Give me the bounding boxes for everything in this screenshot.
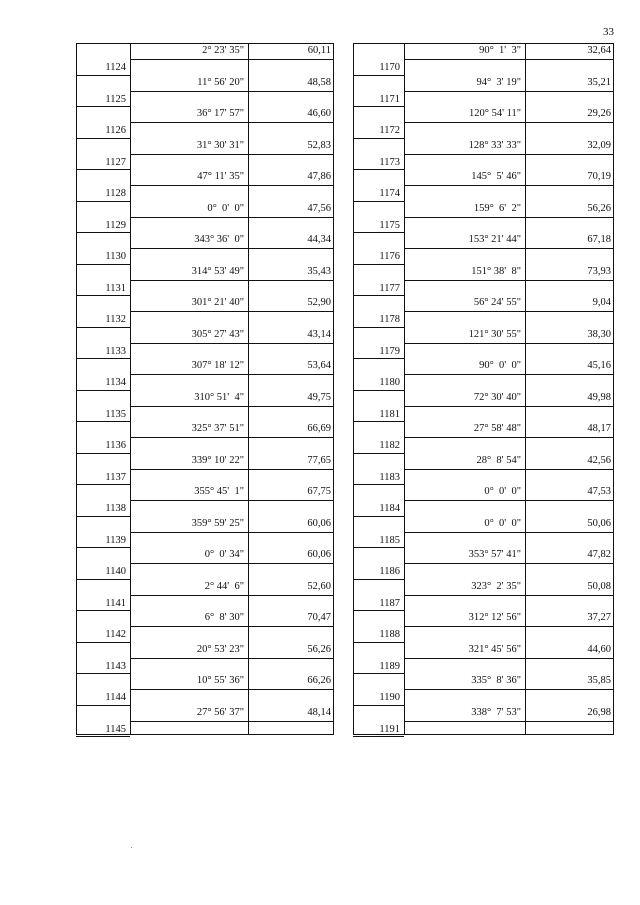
row-divider-upper [130,689,334,690]
row-divider-upper [404,154,614,155]
row-divider-upper [130,626,334,627]
distance-cell: 48,58 [307,76,331,88]
row-divider-upper [404,122,614,123]
point-number-cell: 1137 [105,471,126,483]
angle-cell: 151° 38' 8" [471,265,521,277]
distance-cell: 60,06 [307,517,331,529]
row-divider-lower [76,705,130,706]
point-number-cell: 1188 [379,629,400,640]
angle-cell: 0° 0' 0" [484,486,521,497]
distance-cell: 70,47 [307,612,331,623]
row-divider-lower [76,547,130,548]
row-divider-lower [353,484,404,485]
point-number-cell: 1140 [105,566,126,577]
distance-cell: 56,26 [307,643,331,655]
angle-cell: 0° 0' 0" [484,517,521,529]
row-divider-upper [404,721,614,722]
distance-cell: 32,64 [587,45,611,56]
row-divider-upper [404,217,614,218]
row-divider-lower [76,264,130,265]
distance-cell: 32,09 [587,139,611,151]
point-number-cell: 1141 [105,597,126,609]
angle-cell: 314° 53' 49" [191,265,244,277]
row-divider-lower [76,295,130,296]
distance-cell: 42,56 [587,454,611,466]
angle-cell: 321° 45' 56" [468,643,521,655]
row-divider-lower [76,484,130,485]
point-number-cell: 1126 [105,125,126,136]
point-number-cell: 1139 [105,534,126,546]
row-divider-lower [76,421,130,422]
distance-cell: 35,85 [587,675,611,686]
point-number-cell: 1176 [379,251,400,262]
point-number-cell: 1175 [379,219,400,231]
row-divider-lower [353,390,404,391]
distance-cell: 53,64 [307,360,331,371]
distance-cell: 45,16 [587,360,611,371]
row-divider-lower [76,736,130,737]
point-number-cell: 1179 [379,345,400,357]
row-divider-upper [404,311,614,312]
angle-cell: 145° 5' 46" [471,171,521,182]
row-divider-lower [353,232,404,233]
row-divider-lower [76,232,130,233]
distance-cell: 50,08 [587,580,611,592]
point-number-cell: 1172 [379,125,400,136]
row-divider-lower [353,642,404,643]
row-divider-upper [404,563,614,564]
row-divider-upper [404,91,614,92]
distance-cell: 44,34 [307,234,331,245]
row-divider-lower [353,75,404,76]
row-divider-lower [353,295,404,296]
angle-cell: 325° 37' 51" [191,423,244,434]
row-divider-lower [353,705,404,706]
angle-cell: 2° 23' 35" [202,45,244,56]
point-number-cell: 1189 [379,660,400,672]
distance-cell: 50,06 [587,517,611,529]
row-divider-lower [76,579,130,580]
angle-cell: 120° 54' 11" [469,108,521,119]
row-divider-lower [76,453,130,454]
row-divider-lower [353,421,404,422]
distance-cell: 66,26 [307,675,331,686]
point-number-cell: 1177 [379,282,400,294]
row-divider-lower [353,547,404,548]
angle-cell: 27° 56' 37" [196,706,244,718]
distance-cell: 60,06 [307,549,331,560]
row-divider-upper [404,59,614,60]
row-divider-upper [130,437,334,438]
distance-cell: 48,14 [307,706,331,718]
angle-cell: 153° 21' 44" [468,234,521,245]
point-number-cell: 1191 [379,723,400,735]
distance-cell: 47,53 [587,486,611,497]
row-divider-upper [130,658,334,659]
point-number-cell: 1190 [379,692,400,703]
angle-cell: 2° 44' 6" [204,580,244,592]
angle-cell: 338° 7' 53" [471,706,521,718]
angle-cell: 339° 10' 22" [191,454,244,466]
point-number-cell: 1143 [105,660,126,672]
row-divider-lower [76,169,130,170]
row-divider-lower [353,201,404,202]
row-divider-upper [404,185,614,186]
row-divider-lower [76,642,130,643]
page-number: 33 [603,26,614,38]
row-divider-lower [353,610,404,611]
distance-cell: 46,60 [307,108,331,119]
distance-cell: 35,21 [587,76,611,88]
row-divider-upper [404,406,614,407]
point-number-cell: 1135 [105,408,126,420]
point-number-cell: 1138 [105,503,126,514]
distance-cell: 52,83 [307,139,331,151]
row-divider-lower [76,390,130,391]
row-divider-lower [353,516,404,517]
point-number-cell: 1131 [105,282,126,294]
row-divider-upper [404,532,614,533]
row-divider-upper [404,469,614,470]
distance-cell: 49,75 [307,391,331,403]
distance-cell: 67,18 [587,234,611,245]
row-divider-lower [353,579,404,580]
point-number-cell: 1180 [379,377,400,388]
row-divider-lower [76,138,130,139]
angle-cell: 305° 27' 43" [191,328,244,340]
row-divider-upper [130,59,334,60]
distance-cell: 47,86 [307,171,331,182]
angle-cell: 11° 56' 20" [197,76,244,88]
distance-cell: 48,17 [587,423,611,434]
point-number-cell: 1171 [379,93,400,105]
angle-cell: 94° 3' 19" [476,76,521,88]
angle-cell: 307° 18' 12" [191,360,244,371]
distance-cell: 49,98 [587,391,611,403]
angle-cell: 359° 59' 25" [191,517,244,529]
point-number-cell: 1129 [105,219,126,231]
distance-cell: 44,60 [587,643,611,655]
point-number-cell: 1173 [379,156,400,168]
point-number-cell: 1136 [105,440,126,451]
distance-cell: 67,75 [307,486,331,497]
angle-cell: 121° 30' 55" [468,328,521,340]
row-divider-upper [130,721,334,722]
angle-cell: 31° 30' 31" [196,139,244,151]
distance-cell: 66,69 [307,423,331,434]
point-number-cell: 1142 [105,629,126,640]
angle-cell: 90° 1' 3" [479,45,521,56]
row-divider-upper [404,500,614,501]
angle-cell: 312° 12' 56" [468,612,521,623]
point-number-cell: 1132 [105,314,126,325]
point-number-cell: 1130 [105,251,126,262]
distance-cell: 73,93 [587,265,611,277]
point-number-cell: 1133 [105,345,126,357]
distance-cell: 52,90 [307,297,331,308]
point-number-cell: 1128 [105,188,126,199]
point-number-cell: 1127 [105,156,126,168]
distance-cell: 60,11 [307,45,331,56]
angle-cell: 72° 30' 40" [473,391,521,403]
distance-cell: 38,30 [587,328,611,340]
angle-cell: 335° 8' 36" [471,675,521,686]
distance-cell: 43,14 [307,328,331,340]
point-number-cell: 1178 [379,314,400,325]
distance-cell: 47,56 [307,202,331,214]
point-number-cell: 1124 [105,62,126,73]
row-divider-upper [404,437,614,438]
point-number-cell: 1181 [379,408,400,420]
angle-cell: 343° 36' 0" [194,234,244,245]
angle-cell: 20° 53' 23" [196,643,244,655]
row-divider-upper [130,248,334,249]
row-divider-upper [130,343,334,344]
point-number-cell: 1125 [105,93,126,105]
row-divider-lower [76,358,130,359]
angle-cell: 10° 55' 36" [196,675,244,686]
distance-cell: 70,19 [587,171,611,182]
distance-cell: 26,98 [587,706,611,718]
distance-cell: 29,26 [587,108,611,119]
row-divider-upper [130,406,334,407]
row-divider-upper [404,658,614,659]
row-divider-lower [76,673,130,674]
angle-cell: 301° 21' 40" [191,297,244,308]
distance-cell: 37,27 [587,612,611,623]
row-divider-upper [130,122,334,123]
point-number-cell: 1186 [379,566,400,577]
row-divider-lower [353,264,404,265]
row-divider-lower [353,138,404,139]
row-divider-upper [404,626,614,627]
row-divider-upper [130,469,334,470]
row-divider-upper [130,311,334,312]
point-number-cell: 1182 [379,440,400,451]
distance-cell: 52,60 [307,580,331,592]
distance-cell: 9,04 [592,297,611,308]
angle-cell: 90° 0' 0" [479,360,521,371]
row-divider-lower [353,169,404,170]
angle-cell: 355° 45' 1" [194,486,244,497]
row-divider-upper [404,595,614,596]
distance-cell: 35,43 [307,265,331,277]
row-divider-lower [353,327,404,328]
row-divider-lower [76,516,130,517]
row-divider-lower [76,327,130,328]
row-divider-lower [353,358,404,359]
angle-cell: 128° 33' 33" [468,139,521,151]
row-divider-lower [353,106,404,107]
row-divider-upper [130,154,334,155]
row-divider-lower [353,453,404,454]
row-divider-upper [130,563,334,564]
row-divider-upper [404,374,614,375]
point-number-cell: 1134 [105,377,126,388]
point-number-cell: 1145 [105,723,126,735]
angle-cell: 28° 8' 54" [476,454,521,466]
row-divider-upper [130,280,334,281]
row-divider-upper [130,374,334,375]
row-divider-upper [404,280,614,281]
row-divider-upper [130,91,334,92]
row-divider-lower [353,736,404,737]
angle-cell: 0° 0' 34" [204,549,244,560]
point-number-cell: 1170 [379,62,400,73]
angle-cell: 27° 58' 48" [473,423,521,434]
scan-speck [131,847,132,848]
distance-cell: 56,26 [587,202,611,214]
angle-cell: 353° 57' 41" [468,549,521,560]
row-divider-lower [76,106,130,107]
row-divider-lower [76,610,130,611]
angle-cell: 56° 24' 55" [473,297,521,308]
angle-cell: 323° 2' 35" [471,580,521,592]
distance-cell: 77,65 [307,454,331,466]
row-divider-upper [404,689,614,690]
row-divider-upper [130,532,334,533]
row-divider-upper [130,595,334,596]
distance-cell: 47,82 [587,549,611,560]
row-divider-lower [76,201,130,202]
row-divider-upper [404,248,614,249]
point-number-cell: 1174 [379,188,400,199]
point-number-cell: 1187 [379,597,400,609]
point-number-cell: 1183 [379,471,400,483]
point-number-cell: 1184 [379,503,400,514]
row-divider-upper [130,500,334,501]
angle-cell: 0° 0' 0" [207,202,244,214]
angle-cell: 6° 8' 30" [204,612,244,623]
row-divider-upper [130,185,334,186]
angle-cell: 47° 11' 35" [197,171,244,182]
row-divider-upper [130,217,334,218]
angle-cell: 159° 6' 2" [473,202,521,214]
point-number-cell: 1144 [105,692,126,703]
row-divider-lower [353,673,404,674]
angle-cell: 36° 17' 57" [196,108,244,119]
point-number-cell: 1185 [379,534,400,546]
row-divider-lower [76,75,130,76]
row-divider-upper [404,343,614,344]
angle-cell: 310° 51' 4" [194,391,244,403]
